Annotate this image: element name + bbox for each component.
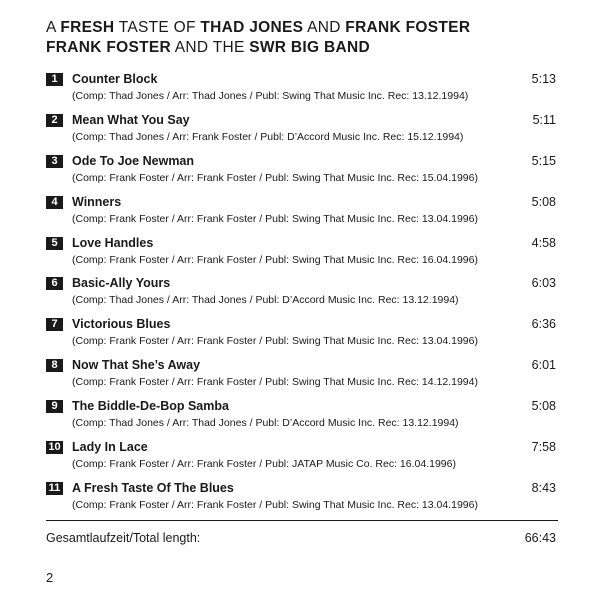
- track-number-badge: 2: [46, 114, 63, 127]
- track-number-badge: 4: [46, 196, 63, 209]
- album-title-line-1: [46, 18, 566, 38]
- track-title: Ode To Joe Newman: [72, 153, 195, 168]
- track-row: [46, 316, 558, 357]
- track-row: [46, 71, 558, 112]
- track-duration: 5:08: [531, 194, 556, 209]
- track-row: [46, 480, 558, 521]
- track-number-badge: 10: [46, 441, 63, 454]
- track-row: [46, 235, 558, 276]
- track-number-badge: 3: [46, 155, 63, 168]
- track-credits: (Comp: Frank Foster / Arr: Frank Foster / Publ: Swing That Music Inc. Rec: 16.04.1996): [72, 253, 478, 266]
- track-title: Victorious Blues: [72, 317, 171, 332]
- track-credits: (Comp: Thad Jones / Arr: Frank Foster / Publ: D’Accord Music Inc. Rec: 15.12.1994): [72, 130, 464, 143]
- header-segment: SWR BIG BAND: [249, 39, 370, 56]
- track-credits: (Comp: Frank Foster / Arr: Frank Foster / Publ: Swing That Music Inc. Rec: 14.12.1994): [72, 376, 478, 389]
- track-number-badge: 9: [46, 400, 63, 413]
- track-duration: 4:58: [531, 235, 556, 250]
- track-row: [46, 112, 558, 153]
- track-duration: 5:08: [531, 399, 556, 414]
- total-length-row: [46, 529, 556, 547]
- track-credits: (Comp: Frank Foster / Arr: Frank Foster / Publ: Swing That Music Inc. Rec: 13.04.1996): [72, 498, 478, 511]
- header-segment: FRANK FOSTER: [345, 19, 471, 36]
- track-credits: (Comp: Frank Foster / Arr: Frank Foster / Publ: JATAP Music Co. Rec: 16.04.1996): [72, 458, 456, 471]
- track-row: [46, 357, 558, 398]
- tracklist: [46, 71, 558, 521]
- track-row: [46, 439, 558, 480]
- track-credits: (Comp: Thad Jones / Arr: Thad Jones / Publ: D’Accord Music Inc. Rec: 13.12.1994): [72, 417, 459, 430]
- header-segment: FRESH: [60, 19, 115, 36]
- album-title-header: [46, 18, 566, 58]
- total-length-label: Gesamtlaufzeit/Total length:: [46, 531, 201, 545]
- track-duration: 7:58: [531, 440, 556, 455]
- track-number-badge: 7: [46, 318, 63, 331]
- track-credits: (Comp: Frank Foster / Arr: Frank Foster / Publ: Swing That Music Inc. Rec: 15.04.1996): [72, 171, 478, 184]
- track-title: Basic-Ally Yours: [72, 276, 171, 291]
- track-credits: (Comp: Frank Foster / Arr: Frank Foster / Publ: Swing That Music Inc. Rec: 13.04.1996): [72, 212, 478, 225]
- track-title: Lady In Lace: [72, 440, 148, 455]
- track-credits: (Comp: Thad Jones / Arr: Thad Jones / Publ: Swing That Music Inc. Rec: 13.12.1994): [72, 90, 469, 102]
- header-segment: AND: [303, 19, 346, 36]
- header-segment: AND THE: [171, 39, 250, 56]
- track-title: A Fresh Taste Of The Blues: [72, 480, 234, 495]
- total-divider: [46, 520, 558, 521]
- track-title: The Biddle-De-Bop Samba: [72, 399, 229, 414]
- total-length-value: 66:43: [524, 531, 556, 545]
- header-segment: FRANK FOSTER: [46, 39, 172, 56]
- track-duration: 5:13: [531, 72, 556, 86]
- track-title: Mean What You Say: [72, 112, 190, 127]
- track-credits: (Comp: Frank Foster / Arr: Frank Foster / Publ: Swing That Music Inc. Rec: 13.04.1996): [72, 335, 478, 348]
- header-segment: TASTE: [114, 19, 174, 36]
- track-number-badge: 11: [46, 482, 63, 495]
- track-number-badge: 5: [46, 237, 63, 250]
- track-number-badge: 8: [46, 359, 63, 372]
- album-title-line-2: [46, 38, 566, 58]
- track-row: [46, 194, 558, 235]
- track-duration: 6:36: [531, 317, 556, 332]
- track-row: [46, 275, 558, 316]
- track-row: [46, 398, 558, 439]
- track-duration: 6:03: [531, 276, 556, 291]
- track-duration: 8:43: [531, 480, 556, 495]
- track-duration: 6:01: [531, 358, 556, 373]
- track-title: Winners: [72, 194, 122, 209]
- page-number: 2: [46, 570, 54, 585]
- track-number-badge: 1: [46, 73, 63, 86]
- track-row: [46, 153, 558, 194]
- track-credits: (Comp: Thad Jones / Arr: Thad Jones / Publ: D’Accord Music Inc. Rec: 13.12.1994): [72, 294, 459, 307]
- header-segment: OF: [173, 19, 201, 36]
- track-title: Counter Block: [72, 72, 158, 86]
- header-segment: THAD JONES: [200, 19, 304, 36]
- track-duration: 5:15: [531, 153, 556, 168]
- header-segment: A: [46, 19, 61, 36]
- track-title: Love Handles: [72, 235, 154, 250]
- track-duration: 5:11: [532, 112, 556, 127]
- track-number-badge: 6: [46, 277, 63, 290]
- track-title: Now That She’s Away: [72, 358, 201, 373]
